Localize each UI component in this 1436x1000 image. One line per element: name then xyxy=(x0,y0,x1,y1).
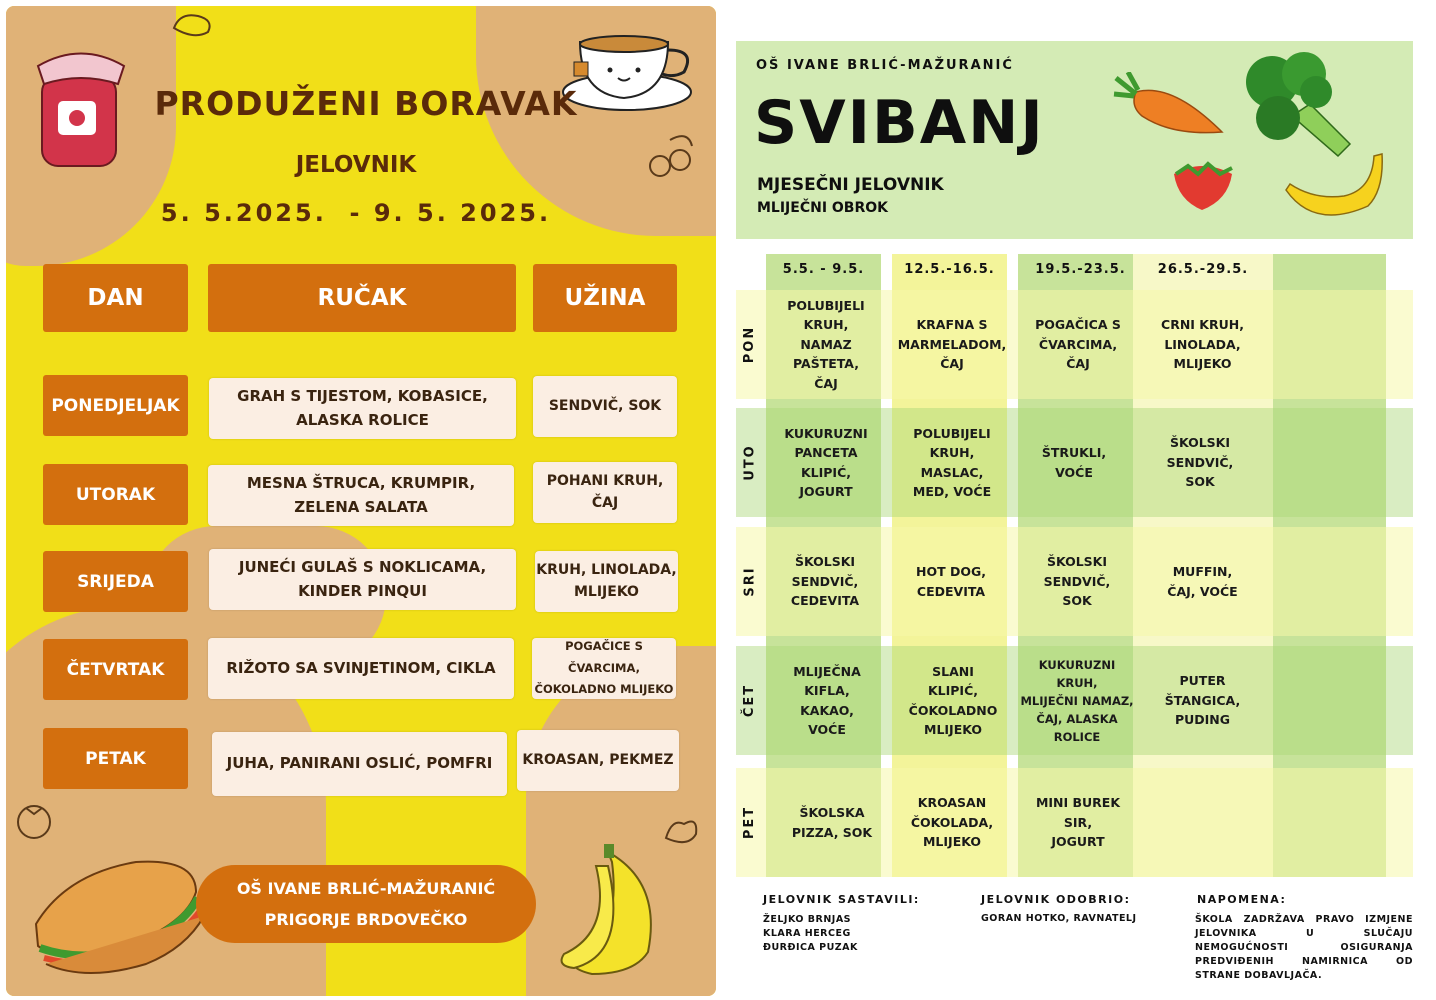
menu-cell: MINI BUREK SIR, JOGURT xyxy=(1035,795,1121,850)
week-header: 26.5.-29.5. xyxy=(1157,262,1249,277)
tomato-icon xyxy=(12,800,58,840)
menu-cell: PUTER ŠTANGICA, PUDING xyxy=(1164,673,1241,728)
menu-cell: ŠTRUKLI, VOĆE xyxy=(1041,445,1107,480)
approved-name: GORAN HOTKO, RAVNATELJ xyxy=(981,913,1137,924)
day-row-label: SRI xyxy=(742,566,758,597)
menu-cell: ŠKOLSKA PIZZA, SOK xyxy=(791,805,873,840)
header-day: DAN xyxy=(43,264,188,332)
day-row-label: UTO xyxy=(742,444,758,481)
lunch-cell: RIŽOTO SA SVINJETINOM, CIKLA xyxy=(208,638,514,699)
week-header: 12.5.-16.5. xyxy=(904,262,995,277)
school-name: OŠ IVANE BRLIĆ-MAŽURANIĆ xyxy=(236,878,496,898)
banana-icon xyxy=(552,842,672,982)
day-label: PONEDJELJAK xyxy=(43,375,188,436)
snack-cell: KRUH, LINOLADA, MLIJEKO xyxy=(535,551,678,612)
note-text: ŠKOLA ZADRŽAVA PRAVO IZMJENE JELOVNIKA U SLUČAJU NEMOGUĆNOSTI OSIGURANJA PREDVIĐENIH NAMIRNICA OD STRANE DOBAVLJAČA. xyxy=(1195,914,1413,981)
note-label: NAPOMENA: xyxy=(1197,893,1287,906)
header-snack: UŽINA xyxy=(533,264,677,332)
menu-cell: MUFFIN, ČAJ, VOĆE xyxy=(1167,564,1238,599)
school-place: PRIGORJE BRDOVEČKO xyxy=(264,910,468,929)
banana-icon xyxy=(1284,150,1388,228)
menu-cell: KROASAN ČOKOLADA, MLIJEKO xyxy=(910,795,994,850)
broccoli-icon xyxy=(1238,52,1358,164)
menu-cell: KUKURUZNI PANCETA KLIPIĆ, JOGURT xyxy=(784,425,868,499)
month-title: SVIBANJ xyxy=(754,88,1045,158)
header-lunch: RUČAK xyxy=(208,264,516,332)
meat-icon xyxy=(170,10,216,40)
menu-cell: CRNI KRUH, LINOLADA, MLIJEKO xyxy=(1161,317,1244,372)
snack-cell: POHANI KRUH, ČAJ xyxy=(533,462,677,523)
menu-cell: SLANI KLIPIĆ, ČOKOLADNO MLIJEKO xyxy=(908,663,998,737)
menu-cell: KUKURUZNI KRUH, MLIJEČNI NAMAZ, ČAJ, ALASKA ROLICE xyxy=(1020,657,1134,744)
menu-cell: ŠKOLSKI SENDVIČ, SOK xyxy=(1166,435,1234,490)
menu-cell: POGAČICA S ČVARCIMA, ČAJ xyxy=(1035,317,1121,372)
snack-cell: SENDVIČ, SOK xyxy=(533,376,677,437)
menu-cell: ŠKOLSKI SENDVIČ, CEDEVITA xyxy=(790,554,860,609)
day-label: SRIJEDA xyxy=(43,551,188,612)
lunch-cell: JUHA, PANIRANI OSLIĆ, POMFRI xyxy=(212,732,507,796)
lunch-cell: JUNEĆI GULAŠ S NOKLICAMA, KINDER PINQUI xyxy=(209,549,516,610)
poster-title: PRODUŽENI BORAVAK xyxy=(154,84,578,123)
day-label: UTORAK xyxy=(43,464,188,525)
lunch-cell: MESNA ŠTRUCA, KRUMPIR, ZELENA SALATA xyxy=(208,465,514,526)
menu-subtitle-2: MLIJEČNI OBROK xyxy=(757,200,889,216)
menu-cell: ŠKOLSKI SENDVIČ, SOK xyxy=(1043,554,1111,609)
lunch-cell: GRAH S TIJESTOM, KOBASICE, ALASKA ROLICE xyxy=(209,378,516,439)
poster-subtitle: JELOVNIK xyxy=(295,152,417,178)
carrot-icon xyxy=(1112,72,1228,142)
snack-cell: POGAČICE S ČVARCIMA, ČOKOLADNO MLIJEKO xyxy=(532,638,676,699)
day-label: ČETVRTAK xyxy=(43,639,188,700)
menu-cell: HOT DOG, CEDEVITA xyxy=(916,564,986,599)
snack-cell: KROASAN, PEKMEZ xyxy=(517,730,679,791)
menu-subtitle: MJESEČNI JELOVNIK xyxy=(757,175,944,195)
school-badge xyxy=(196,865,536,943)
menu-cell: MLIJEČNA KIFLA, KAKAO, VOĆE xyxy=(793,663,861,737)
strawberry-icon xyxy=(1168,160,1238,212)
menu-cell: POLUBIJELI KRUH, NAMAZ PAŠTETA, ČAJ xyxy=(787,297,865,391)
day-row-label: PET xyxy=(742,805,758,840)
day-row-label: PON xyxy=(742,325,758,364)
menu-cell xyxy=(1140,768,1265,877)
made-by-names: ŽELJKO BRNJAS KLARA HERCEG ĐURĐICA PUZAK xyxy=(763,914,858,953)
poster-dates: 5. 5.2025. - 9. 5. 2025. xyxy=(160,199,552,227)
week-header: 19.5.-23.5. xyxy=(1035,262,1126,277)
school-name-right: OŠ IVANE BRLIĆ-MAŽURANIĆ xyxy=(756,58,1014,73)
week-header: 5.5. - 9.5. xyxy=(782,262,865,277)
menu-cell: POLUBIJELI KRUH, MASLAC, MED, VOĆE xyxy=(912,425,992,499)
menu-cell: KRAFNA S MARMELADOM, ČAJ xyxy=(897,317,1007,372)
sandwich-icon xyxy=(26,854,206,984)
boravak-poster xyxy=(6,6,716,996)
day-label: PETAK xyxy=(43,728,188,789)
approved-label: JELOVNIK ODOBRIO: xyxy=(981,893,1131,906)
made-by-label: JELOVNIK SASTAVILI: xyxy=(763,893,920,906)
day-row-label: ČET xyxy=(742,683,758,718)
